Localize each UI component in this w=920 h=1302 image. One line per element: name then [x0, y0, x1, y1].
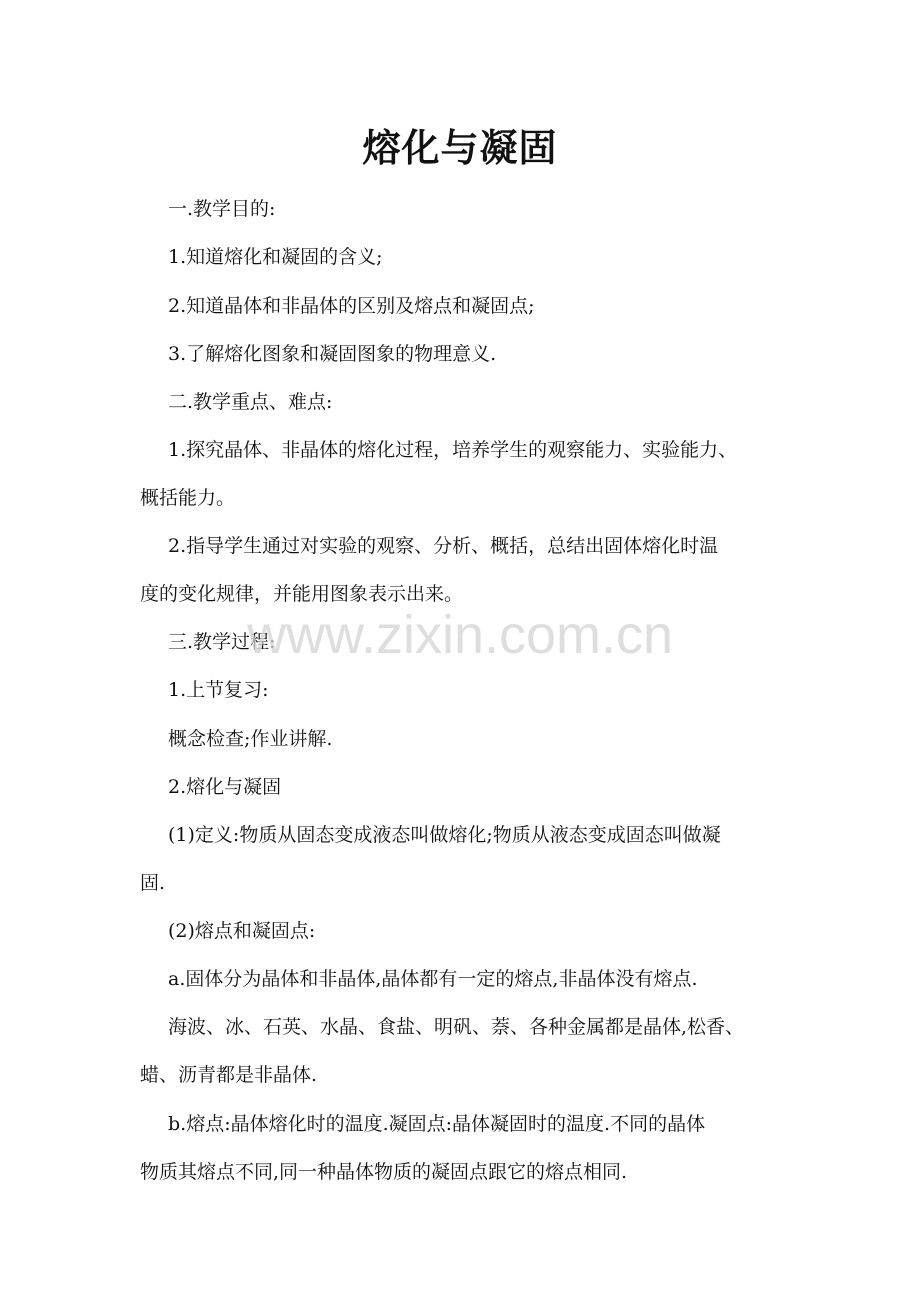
objective-item-1: 1.知道熔化和凝固的含义; — [168, 246, 383, 268]
section-heading-key-points: 二.教学重点、难点: — [168, 391, 333, 413]
key-point-1-line-2: 概括能力。 — [140, 487, 236, 509]
key-point-2-line-2: 度的变化规律，并能用图象表示出来。 — [140, 583, 464, 605]
review-detail: 概念检查;作业讲解. — [168, 728, 333, 750]
key-point-1-line-1: 1.探究晶体、非晶体的熔化过程，培养学生的观察能力、实验能力、 — [168, 439, 738, 461]
point-b-line-2: 物质其熔点不同,同一种晶体物质的凝固点跟它的熔点相同. — [140, 1161, 628, 1183]
section-heading-process: 三.教学过程: — [168, 631, 276, 653]
objective-item-2: 2.知道晶体和非晶体的区别及熔点和凝固点; — [168, 295, 535, 317]
process-item-melting: 2.熔化与凝固 — [168, 776, 282, 798]
point-b-line-1: b.熔点:晶体熔化时的温度.凝固点:晶体凝固时的温度.不同的晶体 — [168, 1113, 706, 1135]
page-title: 熔化与凝固 — [362, 125, 558, 170]
melting-point-heading: (2)熔点和凝固点: — [168, 920, 316, 942]
crystal-examples-line-1: 海波、冰、石英、水晶、食盐、明矾、萘、各种金属都是晶体,松香、 — [168, 1016, 745, 1038]
key-point-2-line-1: 2.指导学生通过对实验的观察、分析、概括，总结出固体熔化时温 — [168, 535, 719, 557]
definition-line-2: 固. — [140, 872, 166, 894]
process-item-review: 1.上节复习: — [168, 679, 269, 701]
section-heading-objectives: 一.教学目的: — [168, 198, 276, 220]
definition-line-1: (1)定义:物质从固态变成液态叫做熔化;物质从液态变成固态叫做凝 — [168, 824, 721, 846]
crystal-examples-line-2: 蜡、沥青都是非晶体. — [140, 1064, 318, 1086]
watermark: www.zixin.com.cn — [246, 605, 674, 665]
objective-item-3: 3.了解熔化图象和凝固图象的物理意义. — [168, 343, 497, 365]
point-a: a.固体分为晶体和非晶体,晶体都有一定的熔点,非晶体没有熔点. — [168, 968, 698, 990]
